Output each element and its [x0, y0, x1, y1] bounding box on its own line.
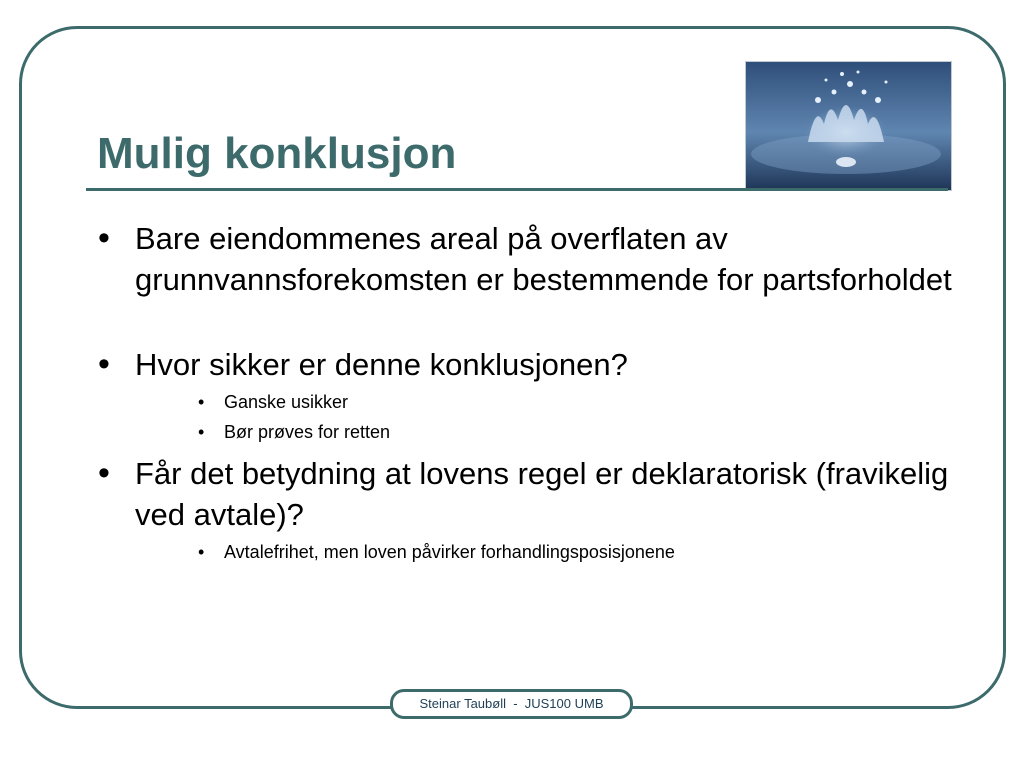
sub-bullet-list	[98, 387, 958, 447]
sub-bullet-text: Bør prøves for retten	[224, 422, 391, 442]
bullet-text: Hvor sikker er denne konklusjonen?	[135, 347, 628, 382]
bullet-marker: •	[98, 345, 110, 383]
sub-bullet-marker: •	[198, 392, 205, 412]
bullet-marker: •	[98, 454, 110, 492]
bullet-marker: •	[98, 219, 110, 257]
slide-footer: Steinar Taubøll - JUS100 UMB	[390, 689, 633, 719]
sub-bullet-text: Avtalefrihet, men loven påvirker forhandlingsposisjonene	[224, 542, 675, 562]
title-divider	[86, 188, 948, 191]
sub-bullet-marker: •	[198, 422, 205, 442]
bullet-text: Får det betydning at lovens regel er deklaratorisk (fravikelig ved avtale)?	[135, 456, 949, 532]
sub-bullet-item	[98, 417, 958, 447]
sub-bullet-item	[98, 387, 958, 417]
bullet-text: Bare eiendommenes areal på overflaten av grunnvannsforekomsten er bestemmende for partsforholdet	[135, 221, 952, 297]
sub-bullet-marker: •	[198, 542, 205, 562]
sub-bullet-text: Ganske usikker	[224, 392, 349, 412]
bullet-item	[98, 218, 958, 300]
water-splash-icon	[745, 61, 952, 191]
sub-bullet-item	[98, 537, 958, 567]
bullet-item	[98, 453, 958, 535]
bullet-item	[98, 344, 958, 385]
sub-bullet-list	[98, 537, 958, 567]
bullet-list	[98, 218, 958, 567]
slide-title: Mulig konklusjon	[97, 129, 457, 178]
